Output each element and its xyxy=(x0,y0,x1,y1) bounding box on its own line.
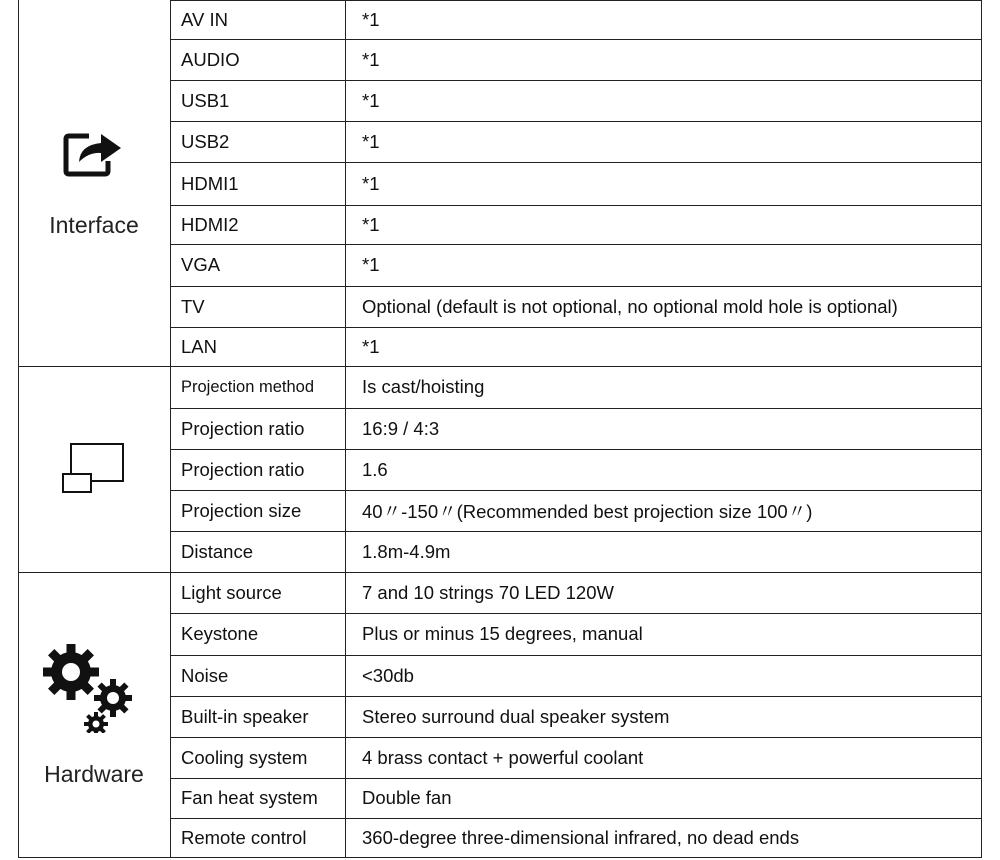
spec-name: Light source xyxy=(181,581,282,603)
spec-value: <30db xyxy=(362,664,414,686)
table-border xyxy=(345,0,346,858)
table-border xyxy=(18,0,19,858)
spec-name: USB2 xyxy=(181,130,230,152)
group-interface xyxy=(18,0,170,366)
table-border xyxy=(170,80,982,81)
table-border xyxy=(18,857,982,858)
table-border xyxy=(170,655,982,656)
table-border xyxy=(170,0,982,1)
spec-value: Is cast/hoisting xyxy=(362,376,485,397)
spec-value: 40〃-150〃(Recommended best projection size 100〃) xyxy=(362,500,813,522)
spec-value: 360-degree three-dimensional infrared, no dead ends xyxy=(362,826,800,848)
table-border xyxy=(18,572,982,573)
spec-value: Double fan xyxy=(362,787,452,808)
table-border xyxy=(170,737,982,738)
spec-name: Distance xyxy=(181,540,253,562)
spec-value: 1.6 xyxy=(362,458,388,480)
gears-icon xyxy=(41,641,147,733)
spec-value: Plus or minus 15 degrees, manual xyxy=(362,623,643,644)
spec-value: 16:9 / 4:3 xyxy=(362,417,440,439)
table-border xyxy=(170,818,982,819)
spec-value: Optional (default is not optional, no optional mold hole is optional) xyxy=(362,295,898,317)
table-border xyxy=(170,162,982,163)
table-border xyxy=(170,408,982,409)
spec-name: Keystone xyxy=(181,623,259,644)
spec-name: LAN xyxy=(181,335,217,357)
spec-value: 1.8m-4.9m xyxy=(362,540,451,562)
spec-name: Remote control xyxy=(181,826,307,848)
table-border xyxy=(18,366,982,367)
spec-name: Cooling system xyxy=(181,746,308,768)
table-border xyxy=(170,286,982,287)
spec-value: 7 and 10 strings 70 LED 120W xyxy=(362,581,614,603)
spec-name: HDMI1 xyxy=(181,172,239,194)
group-projection xyxy=(18,366,170,572)
table-border xyxy=(170,531,982,532)
spec-value: *1 xyxy=(362,254,380,275)
spec-value: Stereo surround dual speaker system xyxy=(362,705,670,727)
spec-value: 4 brass contact + powerful coolant xyxy=(362,746,644,768)
group-hardware xyxy=(18,572,170,857)
table-border xyxy=(170,696,982,697)
table-border xyxy=(170,39,982,40)
spec-value: *1 xyxy=(362,8,380,30)
table-border xyxy=(170,205,982,206)
table-border xyxy=(170,490,982,491)
spec-name: TV xyxy=(181,295,205,317)
table-border xyxy=(170,327,982,328)
table-border xyxy=(170,0,171,858)
table-border xyxy=(170,613,982,614)
spec-name: Projection ratio xyxy=(181,417,305,439)
table-border xyxy=(170,121,982,122)
spec-value: *1 xyxy=(362,130,380,152)
spec-name: Fan heat system xyxy=(181,787,318,808)
table-border xyxy=(170,449,982,450)
spec-name: Projection ratio xyxy=(181,458,305,480)
table-border xyxy=(170,778,982,779)
share-icon xyxy=(63,128,125,178)
spec-name: AV IN xyxy=(181,8,228,30)
spec-value: *1 xyxy=(362,172,380,194)
screen-projection-icon xyxy=(61,442,127,496)
group-label-hardware: Hardware xyxy=(44,761,144,787)
spec-name: AUDIO xyxy=(181,48,240,70)
table-border xyxy=(981,0,982,858)
spec-value: *1 xyxy=(362,213,380,235)
spec-name: Projection method xyxy=(181,377,314,396)
spec-table xyxy=(18,0,982,858)
group-label-interface: Interface xyxy=(49,211,139,238)
spec-value: *1 xyxy=(362,335,380,357)
spec-name: Projection size xyxy=(181,499,302,521)
spec-name: VGA xyxy=(181,254,221,275)
spec-value: *1 xyxy=(362,48,380,70)
spec-name: HDMI2 xyxy=(181,213,239,235)
spec-name: Noise xyxy=(181,664,229,686)
spec-value: *1 xyxy=(362,89,380,111)
spec-name: USB1 xyxy=(181,89,230,111)
table-border xyxy=(170,244,982,245)
spec-name: Built-in speaker xyxy=(181,705,309,727)
